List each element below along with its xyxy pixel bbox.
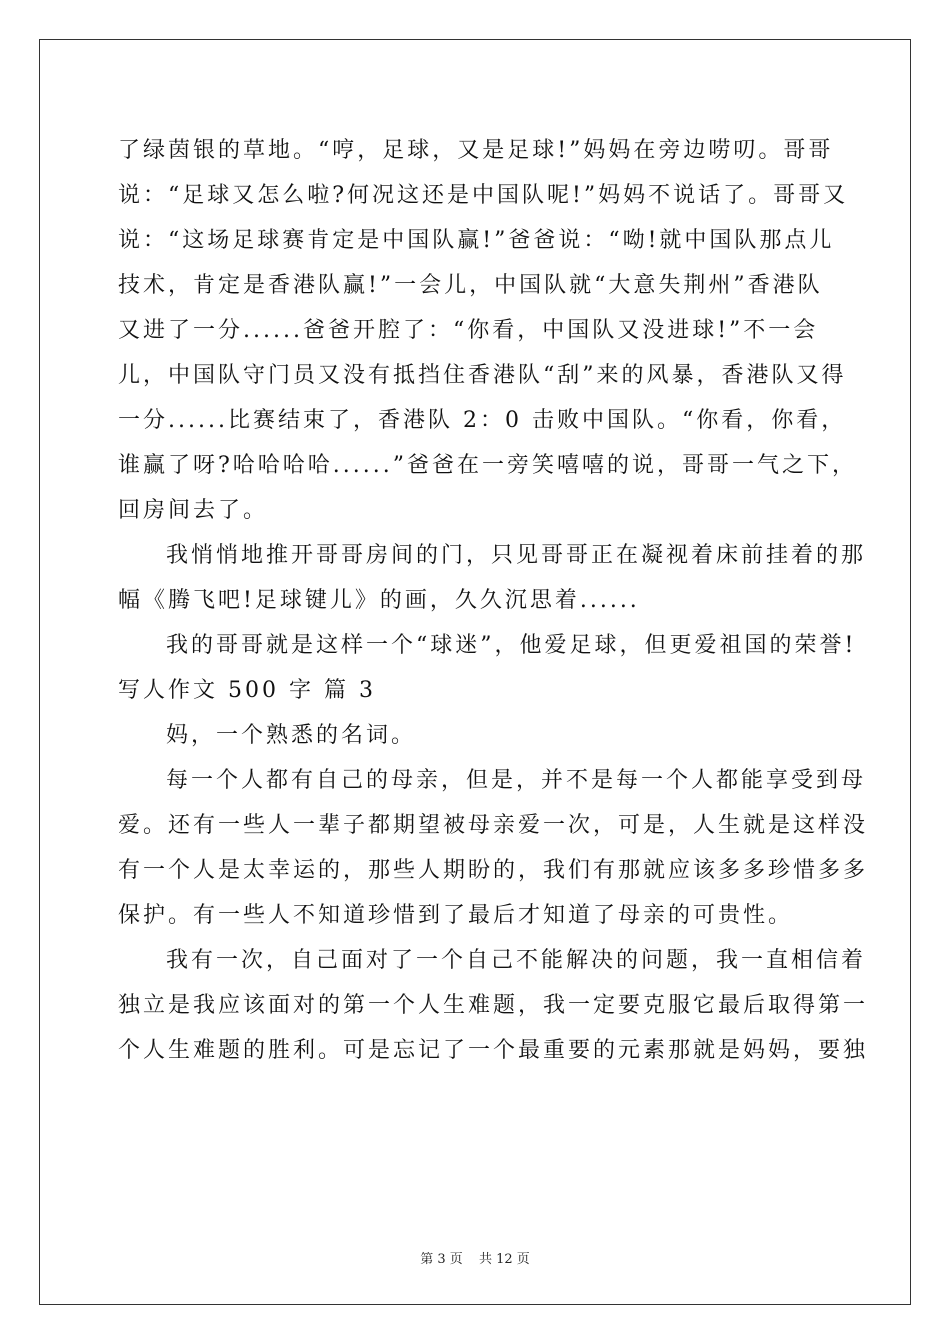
text-line: 技术，肯定是香港队赢!”一会儿，中国队就“大意失荆州”香港队 xyxy=(118,273,823,298)
document-body xyxy=(118,128,869,1073)
text-line: 一分......比赛结束了，香港队 2：0 击败中国队。“你看，你看， xyxy=(118,408,847,433)
section-heading xyxy=(118,668,838,713)
page-total: 共 12 页 xyxy=(478,1252,530,1267)
text-line: 个人生难题的胜利。可是忘记了一个最重要的元素那就是妈妈，要独 xyxy=(118,1038,869,1063)
paragraph-brother-room xyxy=(118,533,867,623)
text-line: 爱。还有一些人一辈子都期望被母亲爱一次，可是，人生就是这样没 xyxy=(118,813,869,838)
text-line: 说：“这场足球赛肯定是中国队赢!”爸爸说：“呦!就中国队那点儿 xyxy=(118,228,835,253)
text-line: 回房间去了。 xyxy=(118,498,269,523)
section-title: 写人作文 500 字 篇 3 xyxy=(118,678,376,703)
page-number: 第 3 页 xyxy=(420,1252,463,1267)
text-line: 有一个人是太幸运的，那些人期盼的，我们有那就应该多多珍惜多多 xyxy=(118,858,869,883)
text-line: 说：“足球又怎么啦?何况这还是中国队呢!”妈妈不说话了。哥哥又 xyxy=(118,183,849,208)
paragraph-mom-intro xyxy=(118,713,838,758)
text-line: 保护。有一些人不知道珍惜到了最后才知道了母亲的可贵性。 xyxy=(118,903,794,928)
text-line: 幅《腾飞吧!足球键儿》的画，久久沉思着...... xyxy=(118,588,640,613)
text-line: 我的哥哥就是这样一个“球迷”，他爱足球，但更爱祖国的荣誉! xyxy=(166,633,857,658)
text-line: 了绿茵银的草地。“哼，足球，又是足球!”妈妈在旁边唠叨。哥哥 xyxy=(118,138,834,163)
text-line: 我有一次，自己面对了一个自己不能解决的问题，我一直相信着 xyxy=(166,948,867,973)
text-line: 谁赢了呀?哈哈哈哈......”爸爸在一旁笑嘻嘻的说，哥哥一气之下， xyxy=(118,453,858,478)
text-line: 妈，一个熟悉的名词。 xyxy=(166,723,417,748)
paragraph-football-story xyxy=(118,128,858,533)
paragraph-independence xyxy=(118,938,869,1073)
page-footer xyxy=(0,1248,950,1267)
paragraph-mother-love xyxy=(118,758,869,938)
text-line: 我悄悄地推开哥哥房间的门，只见哥哥正在凝视着床前挂着的那 xyxy=(166,543,867,568)
paragraph-fan-conclusion xyxy=(118,623,857,668)
text-line: 儿，中国队守门员又没有抵挡住香港队“刮”来的风暴，香港队又得 xyxy=(118,363,847,388)
text-line: 又进了一分......爸爸开腔了：“你看，中国队又没进球!”不一会 xyxy=(118,318,819,343)
text-line: 独立是我应该面对的第一个人生难题，我一定要克服它最后取得第一 xyxy=(118,993,869,1018)
text-line: 每一个人都有自己的母亲，但是，并不是每一个人都能享受到母 xyxy=(166,768,867,793)
